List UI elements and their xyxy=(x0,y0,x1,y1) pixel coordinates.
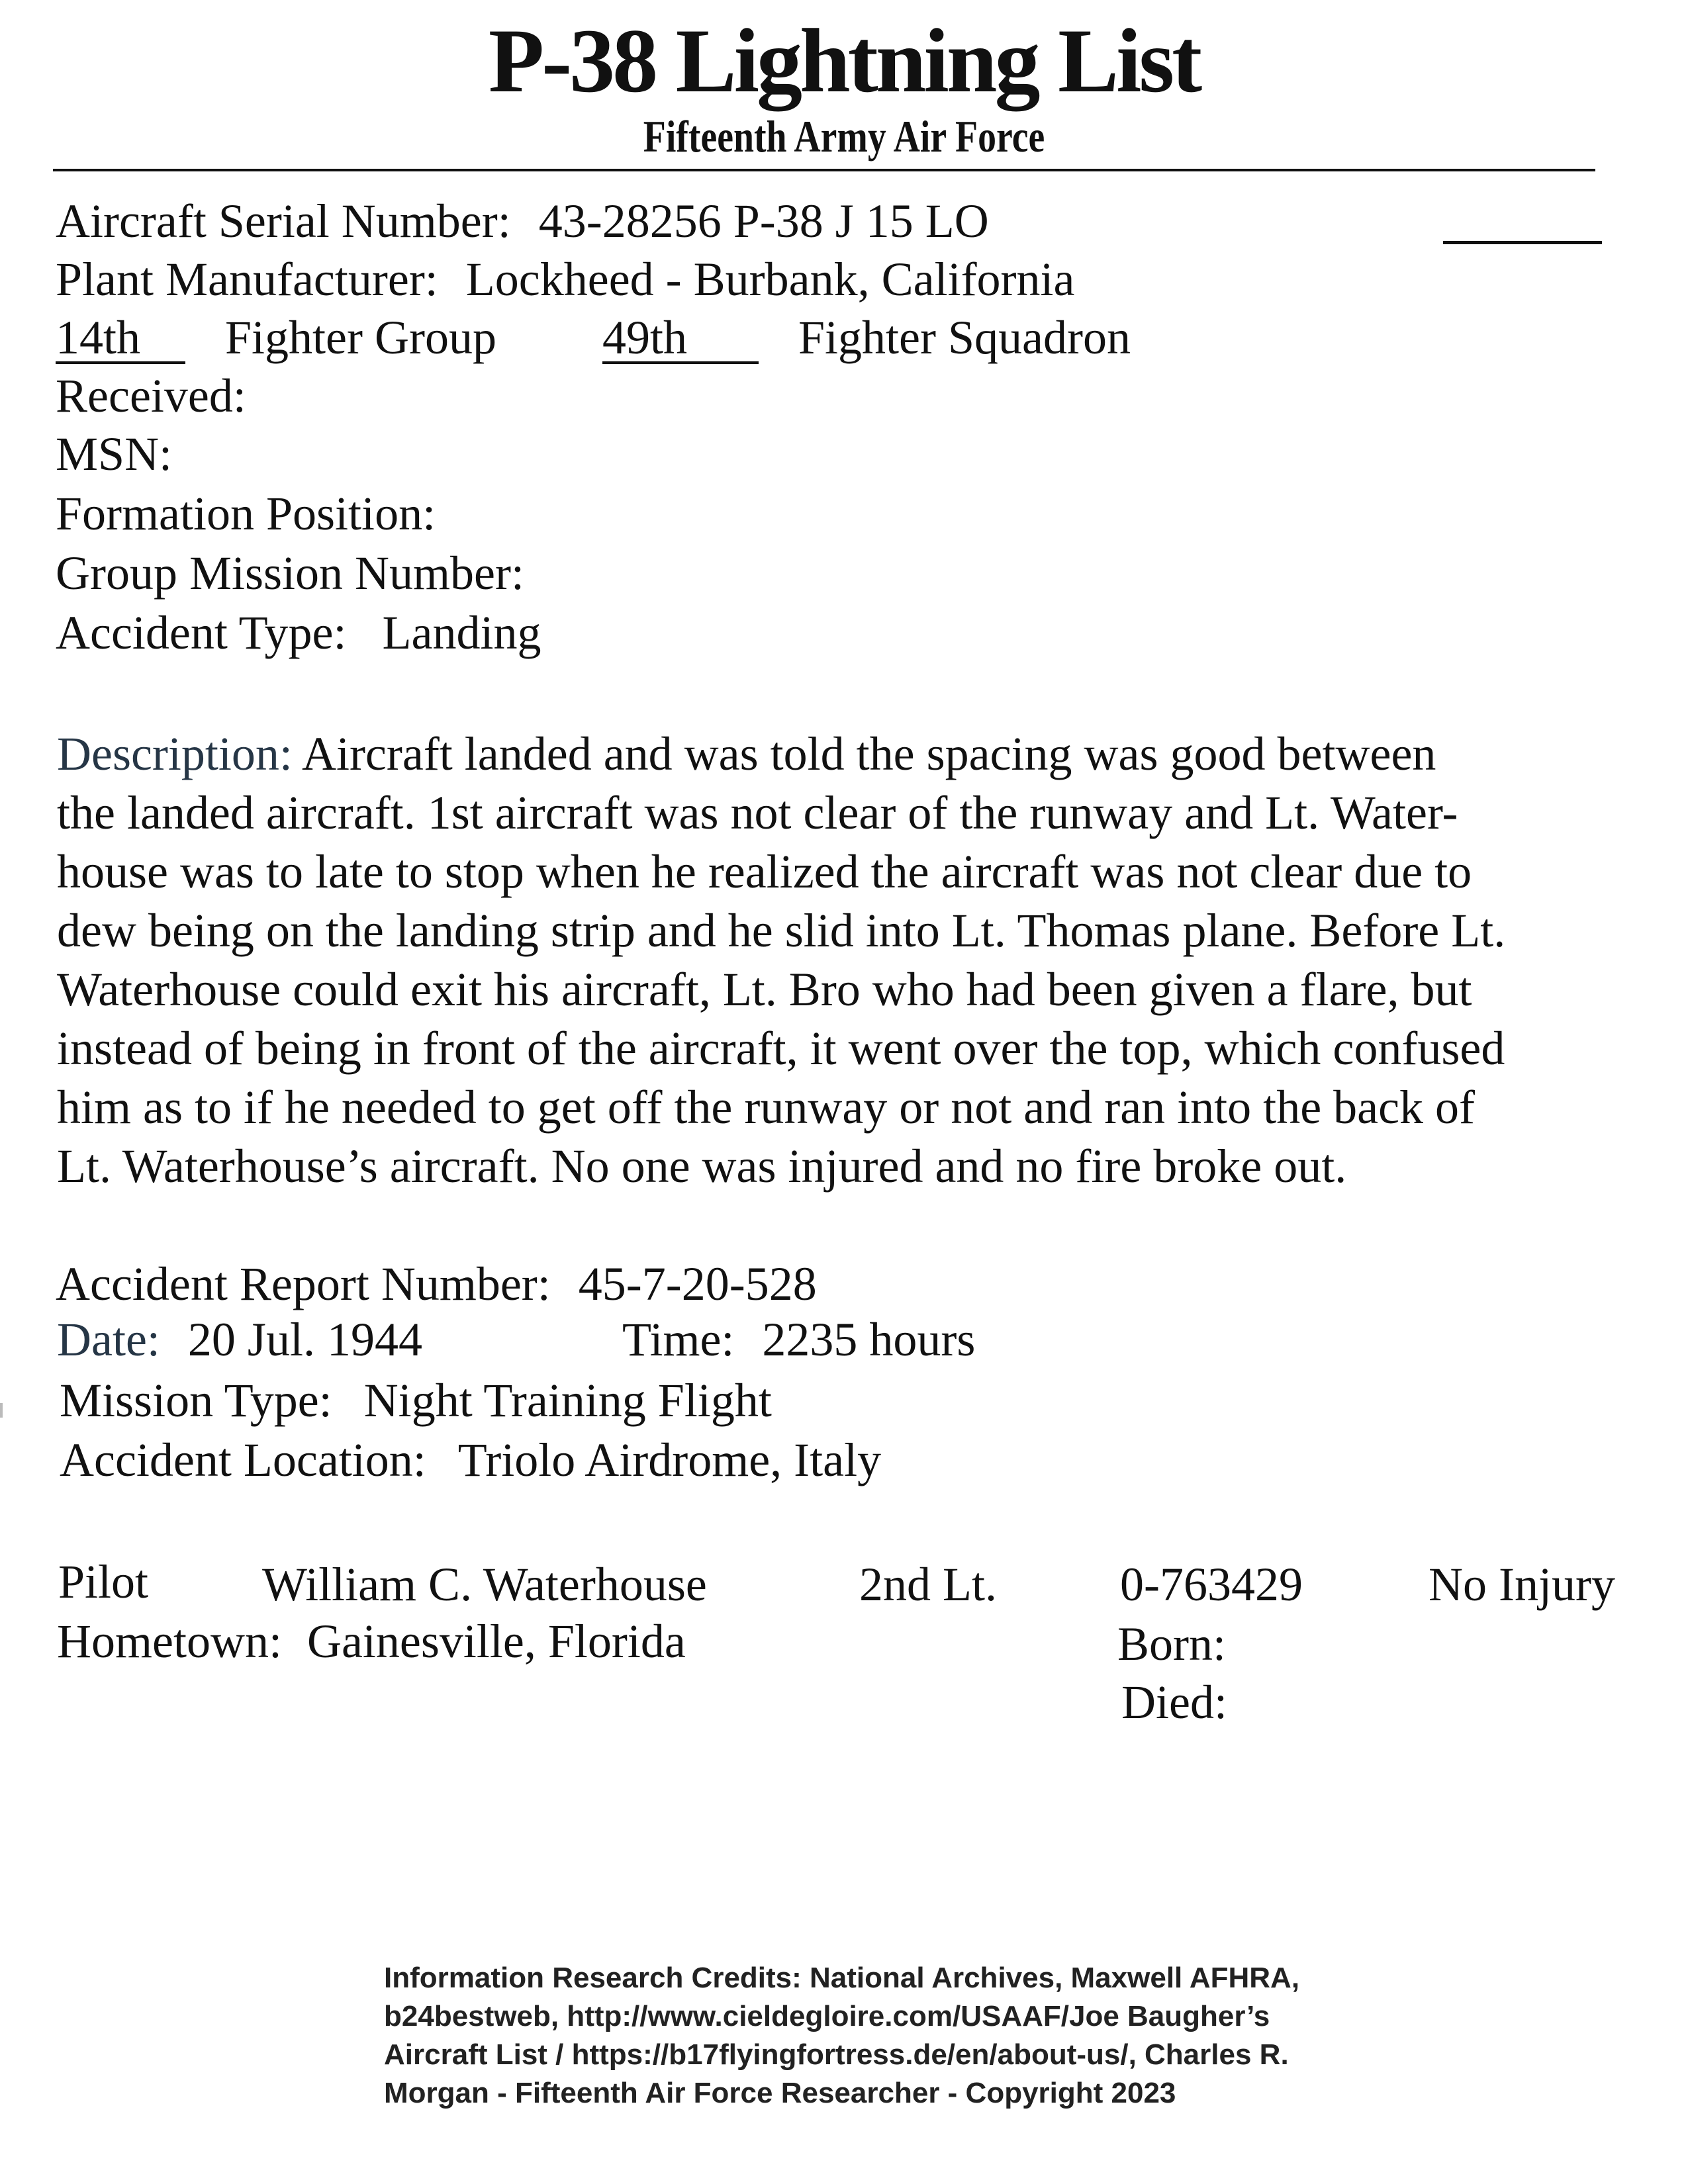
squadron-row xyxy=(602,308,1131,367)
credits-line: Information Research Credits: National Archives, Maxwell AFHRA, xyxy=(384,1962,1300,1994)
location-row xyxy=(60,1431,881,1489)
description-line: Lt. Waterhouse’s aircraft. No one was injured and no fire broke out. xyxy=(57,1140,1347,1193)
page-subtitle: Fifteenth Army Air Force xyxy=(643,111,1045,161)
description-line: Waterhouse could exit his aircraft, Lt. Bro who had been given a flare, but xyxy=(57,963,1472,1016)
received-label: Received: xyxy=(56,369,246,422)
description-line: Description: Aircraft landed and was told the spacing was good between xyxy=(57,727,1436,780)
description-line: the landed aircraft. 1st aircraft was not clear of the runway and Lt. Water- xyxy=(57,786,1458,839)
serial-label: Aircraft Serial Number: xyxy=(56,195,511,248)
date-value: 20 Jul. 1944 xyxy=(187,1313,422,1366)
manufacturer-label: Plant Manufacturer: xyxy=(56,253,438,306)
squadron-value: 49th xyxy=(602,314,759,364)
date-label: Date: xyxy=(57,1313,160,1366)
group-value: 14th xyxy=(56,314,185,364)
description-label: Description: xyxy=(57,727,293,780)
time-label: Time: xyxy=(622,1313,735,1366)
hometown-label: Hometown: xyxy=(57,1615,282,1668)
born-label: Born: xyxy=(1117,1617,1227,1670)
mission-type-row xyxy=(60,1371,772,1430)
credits-line: Morgan - Fifteenth Air Force Researcher - Copyright 2023 xyxy=(384,2077,1176,2109)
date-row xyxy=(57,1310,422,1369)
report-number-value: 45-7-20-528 xyxy=(578,1257,817,1310)
credits-block xyxy=(384,1959,1299,2113)
location-value: Triolo Airdrome, Italy xyxy=(457,1433,882,1486)
group-label: Fighter Group xyxy=(225,311,496,364)
serial-value: 43-28256 P-38 J 15 LO xyxy=(538,195,989,248)
description-block xyxy=(57,725,1672,1196)
description-line: him as to if he needed to get off the runway or not and ran into the back of xyxy=(57,1081,1476,1134)
description-line: dew being on the landing strip and he slid into Lt. Thomas plane. Before Lt. xyxy=(57,904,1506,957)
credits-line: Aircraft List / https://b17flyingfortress.de/en/about-us/, Charles R. xyxy=(384,2038,1289,2071)
description-line: house was to late to stop when he realized the aircraft was not clear due to xyxy=(57,845,1472,898)
description-line: instead of being in front of the aircraft, it went over the top, which confused xyxy=(57,1022,1505,1075)
accident-type-label: Accident Type: xyxy=(56,606,347,659)
manufacturer-value: Lockheed - Burbank, California xyxy=(465,253,1075,306)
header-divider xyxy=(53,169,1595,171)
time-row xyxy=(622,1310,975,1369)
report-number-row xyxy=(56,1255,817,1313)
report-number-label: Accident Report Number: xyxy=(56,1257,551,1310)
accident-type-value: Landing xyxy=(382,606,541,659)
location-label: Accident Location: xyxy=(60,1433,426,1486)
group-mission-label: Group Mission Number: xyxy=(56,547,524,600)
died-label: Died: xyxy=(1121,1676,1227,1729)
formation-label: Formation Position: xyxy=(56,487,436,540)
serial-blank-line xyxy=(1443,205,1602,244)
group-row xyxy=(56,308,496,367)
hometown-row xyxy=(57,1612,686,1670)
crew-status: No Injury xyxy=(1429,1558,1615,1611)
mission-type-label: Mission Type: xyxy=(60,1374,332,1427)
crew-service-number: 0-763429 xyxy=(1120,1558,1303,1611)
squadron-label: Fighter Squadron xyxy=(798,311,1131,364)
credits-line: b24bestweb, http://www.cieldegloire.com/USAAF/Joe Baugher’s xyxy=(384,2000,1270,2032)
crew-rank: 2nd Lt. xyxy=(859,1558,997,1611)
manufacturer-row xyxy=(56,250,1074,308)
accident-type-row xyxy=(56,604,541,662)
msn-label: MSN: xyxy=(56,428,173,480)
hometown-value: Gainesville, Florida xyxy=(306,1615,686,1668)
crew-role: Pilot xyxy=(58,1555,149,1608)
time-value: 2235 hours xyxy=(762,1313,976,1366)
mission-type-value: Night Training Flight xyxy=(363,1374,772,1427)
page-title: P-38 Lightning List xyxy=(488,10,1200,111)
serial-row xyxy=(56,192,989,250)
scan-mark xyxy=(0,1403,3,1418)
crew-name: William C. Waterhouse xyxy=(262,1558,707,1611)
